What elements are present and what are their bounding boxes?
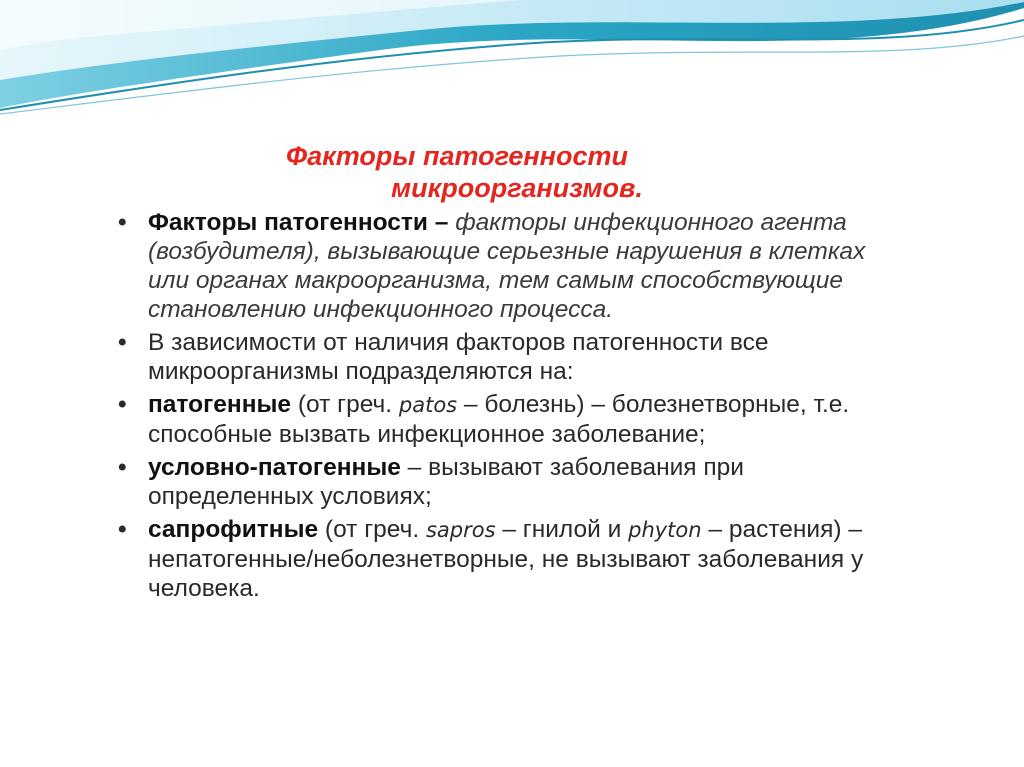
list-item <box>114 515 874 603</box>
term: Факторы патогенности – <box>148 209 449 236</box>
bullet-icon: • <box>118 516 127 543</box>
item-text: – растения) – непатогенные/неболезнетворные, не вызывают заболевания у человека. <box>148 516 864 602</box>
latin-word: patos <box>398 393 458 417</box>
list-item <box>114 390 874 449</box>
item-text: В зависимости от наличия факторов патогенности все микроорганизмы подразделяются на: <box>148 329 769 385</box>
list-item <box>114 453 874 511</box>
item-text: – болезнь) – болезнетворные, т.е. способные вызвать инфекционное заболевание; <box>148 391 850 448</box>
bullet-icon: • <box>118 391 127 418</box>
item-text: – вызывают заболевания при определенных условиях; <box>148 454 744 510</box>
term: патогенные <box>148 391 292 418</box>
title-line-1: Факторы патогенности <box>285 141 628 171</box>
item-text: (от греч. <box>291 391 399 418</box>
latin-word: sapros <box>425 518 496 542</box>
term: условно-патогенные <box>148 454 401 481</box>
decorative-wave-header <box>0 0 1024 120</box>
title-line-2: микроорганизмов. <box>391 173 643 203</box>
definition-text: факторы инфекционного агента (возбудителя), вызывающие серьезные нарушения в клетках или органах макроорганизма, тем самым способствующие становлению инфекционного процесса. <box>148 209 866 323</box>
bullet-list <box>114 208 874 607</box>
bullet-icon: • <box>118 454 127 481</box>
list-item <box>114 208 874 324</box>
item-text: – гнилой и <box>495 516 629 543</box>
item-text: (от греч. <box>318 516 426 543</box>
latin-word: phyton <box>628 518 702 542</box>
list-item <box>114 328 874 386</box>
bullet-icon: • <box>118 209 127 236</box>
slide-content-image <box>92 118 882 713</box>
term: сапрофитные <box>148 516 319 543</box>
bullet-icon: • <box>118 329 127 356</box>
slide-title <box>92 140 882 204</box>
